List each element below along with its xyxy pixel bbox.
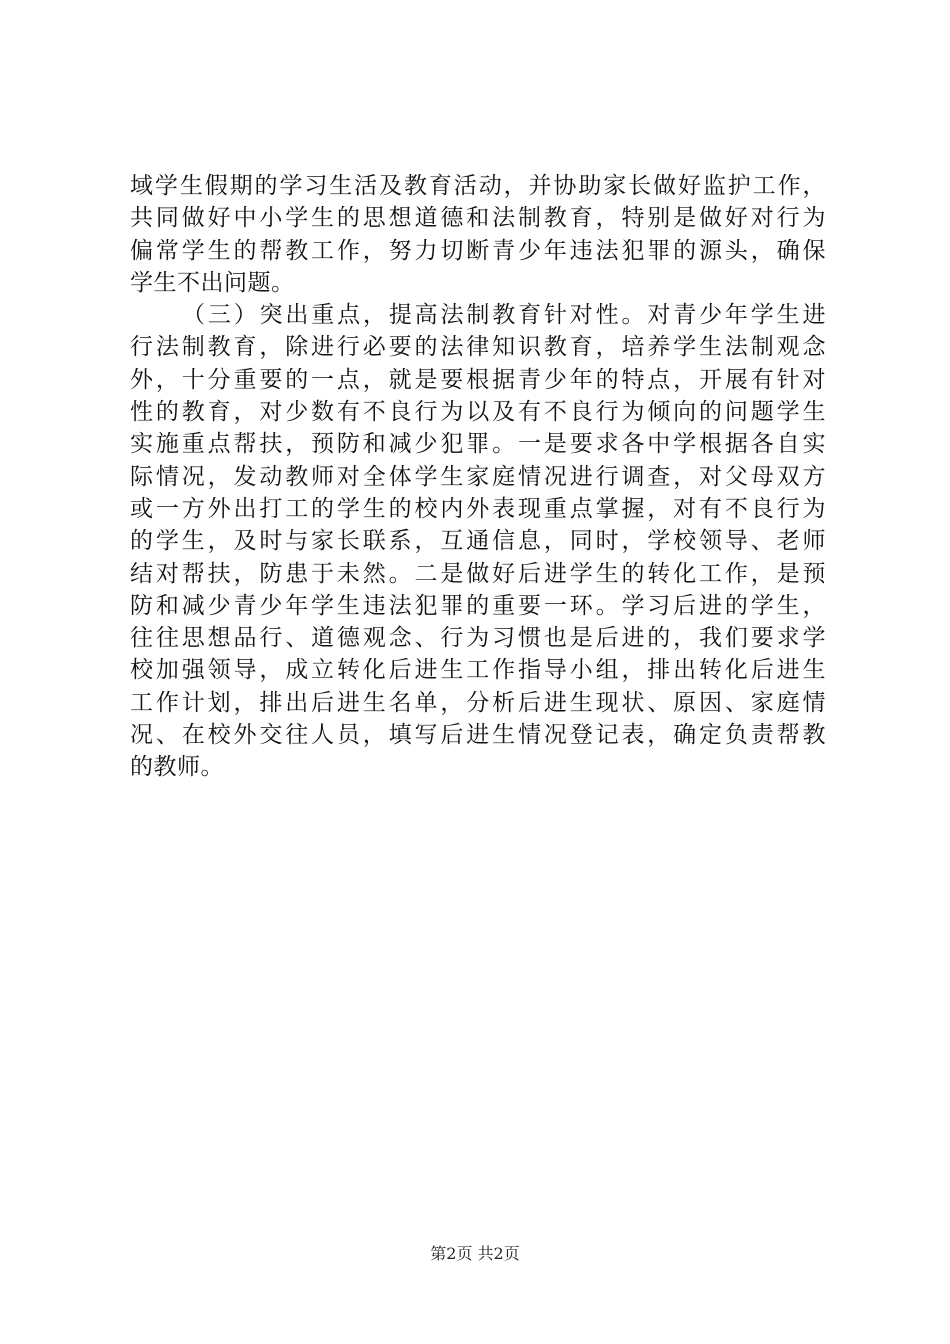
page-number-label: 第2页 共2页 <box>430 1244 520 1263</box>
text-line: 校加强领导，成立转化后进生工作指导小组，排出转化后进生 <box>130 657 826 684</box>
text-line: 学生不出问题。 <box>130 269 295 296</box>
text-line: 况、在校外交往人员，填写后进生情况登记表，确定负责帮教 <box>130 722 826 749</box>
page-footer <box>0 1244 950 1264</box>
text-line: 防和减少青少年学生违法犯罪的重要一环。学习后进的学生， <box>130 592 826 619</box>
text-line: 往往思想品行、道德观念、行为习惯也是后进的，我们要求学 <box>130 625 826 652</box>
paragraph-start-line: （三）突出重点，提高法制教育针对性。对青少年学生进 <box>182 302 826 329</box>
text-line: 的教师。 <box>130 754 224 781</box>
text-line: 结对帮扶，防患于未然。二是做好后进学生的转化工作，是预 <box>130 560 826 587</box>
text-line: 的学生，及时与家长联系，互通信息，同时，学校领导、老师 <box>130 528 826 555</box>
text-line: 际情况，发动教师对全体学生家庭情况进行调查，对父母双方 <box>130 463 826 490</box>
text-line: 实施重点帮扶，预防和减少犯罪。一是要求各中学根据各自实 <box>130 431 826 458</box>
body-text <box>130 170 826 784</box>
text-line: 或一方外出打工的学生的校内外表现重点掌握，对有不良行为 <box>130 495 826 522</box>
text-line: 域学生假期的学习生活及教育活动，并协助家长做好监护工作， <box>130 173 826 199</box>
text-line: 共同做好中小学生的思想道德和法制教育，特别是做好对行为 <box>130 205 826 232</box>
text-line: 偏常学生的帮教工作，努力切断青少年违法犯罪的源头，确保 <box>130 237 826 264</box>
text-line: 工作计划，排出后进生名单，分析后进生现状、原因、家庭情 <box>130 689 826 716</box>
text-line: 行法制教育，除进行必要的法律知识教育，培养学生法制观念 <box>130 334 826 361</box>
text-line: 外，十分重要的一点，就是要根据青少年的特点，开展有针对 <box>130 366 826 393</box>
text-line: 性的教育，对少数有不良行为以及有不良行为倾向的问题学生 <box>130 399 826 426</box>
